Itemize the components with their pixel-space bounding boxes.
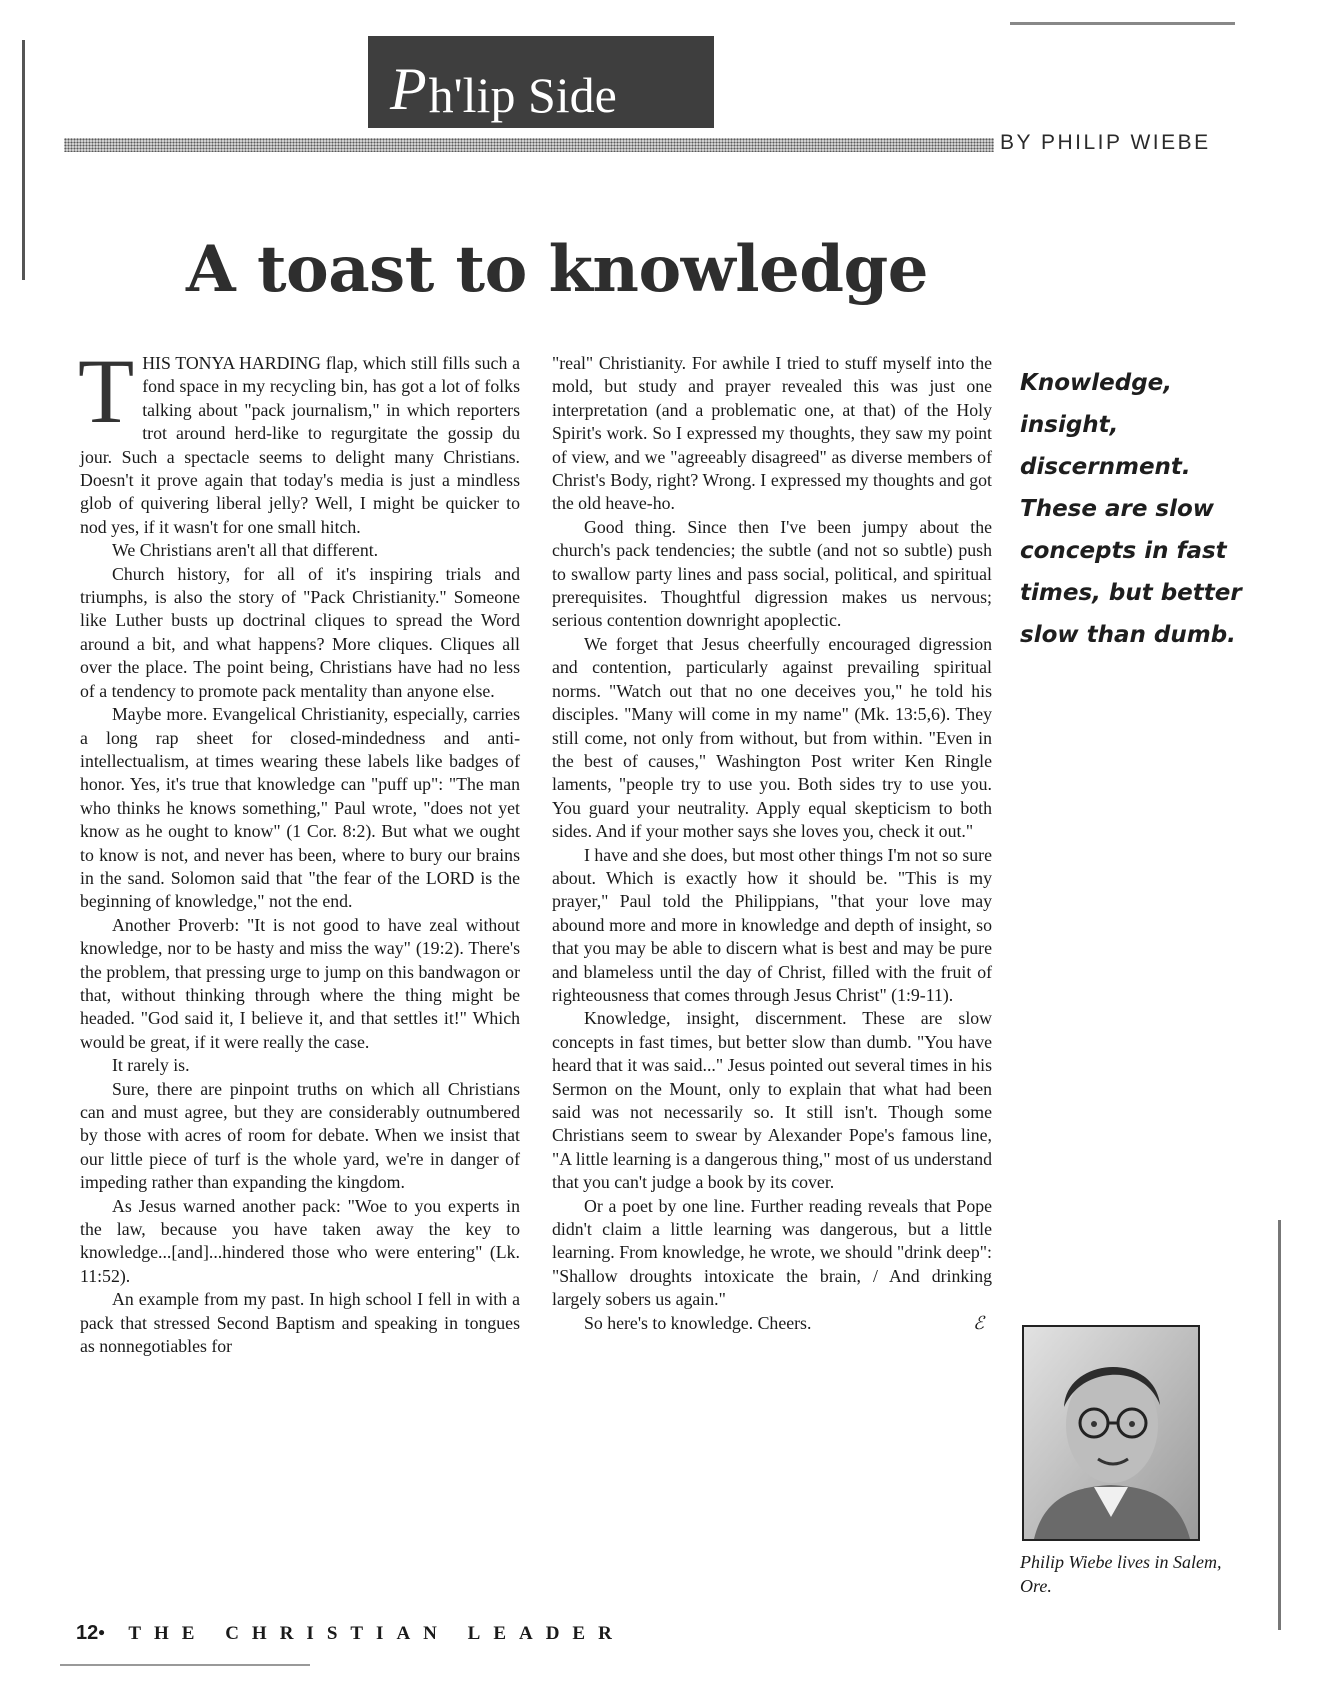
article-column-1 (78, 340, 520, 1358)
footer-separator: • (98, 1623, 111, 1644)
article-paragraph: We Christians aren't all that different. (112, 540, 379, 561)
article-paragraph: Maybe more. Evangelical Christianity, especially, carries a long rap sheet for closed-mindedness and anti-intellectualism, at times wearing these labels like badges of honor. Yes, it's true that knowledge can "puff up": "The man who thinks he knows something," Paul wrote, "does not yet know as he ought to know" (1 Cor. 8:2). But what we ought to know is not, and never has been, where to bury our brains in the sand. Solomon said that "the fear of the LORD is the beginning of knowledge," not the end. (80, 704, 520, 912)
publication-name: THE CHRISTIAN LEADER (128, 1623, 625, 1644)
article-paragraph: As Jesus warned another pack: "Woe to you experts in the law, because you have taken away the key to knowledge...[and]...hindered those who were entering" (Lk. 11:52). (80, 1195, 520, 1286)
article-paragraph: Sure, there are pinpoint truths on which all Christians can and must agree, but they are considerably outnumbered by those with acres of room for debate. When we insist that our little piece of turf is the whole yard, we're in danger of impeding rather than expanding the kingdom. (80, 1078, 520, 1193)
scan-edge-line (1010, 22, 1235, 25)
column-name-banner (368, 36, 714, 128)
article-paragraph: Knowledge, insight, discernment. These are slow concepts in fast times, but better slow than dumb. "You have heard that it was said..." Jesus pointed out several times in his Sermon on the Mount, only to explain that what had been said was not necessarily so. It still isn't. Though some Christians seem to swear by Alexander Pope's famous line, "A little learning is a dangerous thing," most of us understand that you can't judge a book by its cover. (552, 1008, 992, 1193)
article-paragraph: So here's to knowledge. Cheers. ℰ (552, 1312, 992, 1335)
photo-caption: Philip Wiebe lives in Salem, Ore. (1020, 1552, 1222, 1596)
end-mark: ℰ (973, 1312, 984, 1333)
article-paragraph: THIS TONYA HARDING flap, which still fills such a fond space in my recycling bin, has got a lot of folks talking about "pack journalism," in which reporters trot around herd-like to regurgitate the gossip du jour. Such a spectacle seems to delight many Christians. Doesn't it prove again that today's media is just a mindless glob of quivering liberal jelly? Well, I might be quicker to nod yes, if it wasn't for one small hitch. (78, 340, 520, 537)
byline: BY PHILIP WIEBE (1000, 131, 1211, 154)
scan-edge-line (60, 1664, 310, 1666)
article-paragraph: Church history, for all of it's inspiring trials and triumphs, is also the story of "Pack Christianity." Someone like Luther busts up doctrinal cliques to spread the Word around a bit, and what happens? More cliques. Cliques all over the place. The point being, Christians have had no less of a tendency to promote pack mentality than anyone else. (80, 563, 520, 701)
article-paragraph: Another Proverb: "It is not good to have zeal without knowledge, nor to be hasty and miss the way" (19:2). There's the problem, that pressing urge to jump on this bandwagon or that, without thinking through where the thing might be headed. "God said it, I believe it, and that settles it!" Which would be great, if it were really the case. (80, 914, 520, 1052)
scan-edge-line (1278, 1220, 1281, 1630)
drop-cap: T (78, 340, 135, 442)
article-title: A toast to knowledge (186, 232, 928, 307)
page-footer (76, 1622, 625, 1645)
column-name-text: h'lip Side (428, 67, 617, 123)
article-paragraph: I have and she does, but most other things I'm not so sure about. Which is exactly how it should be. "This is my prayer," Paul told the Philippians, "that your love may abound more and more in knowledge and depth of insight, so that you may be able to discern what is best and may be pure and blameless until the day of Christ, filled with the fruit of righteousness that comes through Jesus Christ" (1:9-11). (552, 844, 992, 1005)
article-paragraph: We forget that Jesus cheerfully encouraged digression and contention, particularly against prevailing spiritual norms. "Watch out that no one deceives you," he told his disciples. "Many will come in my name" (Mk. 13:5,6). They still come, not only from without, but from within. "Even in the best of causes," Washington Post writer Ken Ringle laments, "people try to use you. Both sides try to use you. You guard your neutrality. Apply equal skepticism to both sides. And if your mother says she loves you, check it out." (552, 633, 992, 842)
author-portrait-image (1024, 1327, 1198, 1539)
article-paragraph: It rarely is. (112, 1055, 190, 1076)
article-paragraph: Or a poet by one line. Further reading reveals that Pope didn't claim a little learning was dangerous, but a little learning. From knowledge, he wrote, we should "drink deep": "Shallow droughts intoxicate the brain, / And drinking largely sobers us again." (552, 1195, 992, 1310)
scan-edge-line (22, 40, 25, 280)
header-rule (64, 138, 994, 152)
article-column-2 (552, 352, 992, 1335)
article-paragraph: Good thing. Since then I've been jumpy about the church's pack tendencies; the subtle (and not so subtle) push to swallow party lines and pass social, political, and spiritual prerequisites. Thoughtful digression makes us nervous; serious contention downright apoplectic. (552, 516, 992, 631)
page-number: 12 (76, 1622, 99, 1644)
article-paragraph: "real" Christianity. For awhile I tried to stuff myself into the mold, but study and prayer revealed this was just one interpretation (and a problematic one, at that) of the Holy Spirit's work. So I expressed my thoughts, they saw my point of view, and we "agreeably disagreed" as diverse members of Christ's Body, right? Wrong. I expressed my thoughts and got the old heave-ho. (552, 353, 992, 514)
column-name-initial: P (390, 56, 427, 122)
pull-quote: Knowledge, insight, discernment. These are slow concepts in fast times, but better slow than dumb. (1020, 370, 1242, 648)
article-paragraph: An example from my past. In high school I fell in with a pack that stressed Second Baptism and speaking in tongues as nonnegotiables for (80, 1289, 520, 1357)
author-photo (1022, 1325, 1200, 1541)
